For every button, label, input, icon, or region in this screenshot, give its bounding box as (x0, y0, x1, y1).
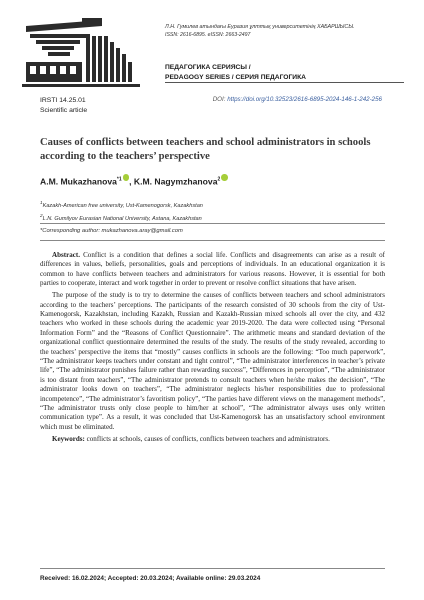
affiliation-2-sup: 2 (40, 213, 43, 219)
article-type: Scientific article (40, 106, 88, 114)
authors (40, 174, 228, 187)
doi (213, 96, 382, 103)
abstract-paragraph-2: The purpose of the study is to try to determine the causes of conflicts between teachers and school administrators according to the teachers’ perceptions. The participants of the research consisted of 30 schools from the city of Ust-Kamenogorsk, Kazakhstan, including Kazakh, Russian and Kazakh-Russian mixed schools all over the city, and 432 teachers who worked in these schools during the academic year 2019-2020. The data were collected using “Personal Information Form” and the “Reasons of Conflict Questionnaire”. The arithmetic means and standard deviation of the organizational conflict questionnaire determined the results of the study. The results of the study revealed, according to the teachers’ perspective the items that “mostly” causes conflicts in schools are the following: “Too much paperwork”, “The administrator keeps teachers under constant and tight control”, “The administrator interferences in teacher’s private life”, “The administrator punishes failure rather than rewarding success”, “Differences in perception”, “The administrator is too distant from teachers”, “The administrator pretends to consult teachers when he/she makes the decision”, “The administrator looks down on teachers”, “The administrator neglects his/her responsibilities due to professional incompetence”, “The administrator’s favoritism policy”, “The parties have different views on the management methods”, “The administrator trusts only close people to him/her at school”, “The administrator always uses only written communication type”. As a result, it was concluded that Ust-Kamenogorsk has an unsatisfactory school environment which must be eliminated. (40, 291, 385, 431)
divider (40, 223, 385, 224)
affiliation-2-text: L.N. Gumilyov Eurasian National University, Astana, Kazakhstan (42, 216, 202, 223)
header-divider (165, 82, 404, 83)
author-2: K.M. Nagymzhanova (133, 176, 218, 187)
keywords-text: conflicts at schools, causes of conflicts, conflicts between teachers and administrators. (84, 434, 330, 443)
abstract-text-1: Conflict is a condition that defines a social life. Conflicts and disagreements can arise as a result of differences in values, beliefs, personalities, goals and perceptions of individuals. In an educational organization it is common to have conflicts between teachers and administrators for various reasons. However, it is essential for both parties to cooperate, interact and work together in order to prevent or resolve conflict situations that have arisen. (40, 251, 385, 288)
affiliation-1 (40, 198, 203, 211)
series-line-2: PEDAGOGY SERIES / СЕРИЯ ПЕДАГОГИКА (165, 73, 306, 81)
abstract-label: Abstract. (52, 251, 80, 259)
journal-name: Л.Н. Гумилев атындағы Еуразия ұлттық университетінің ХАБАРШЫСЫ. (165, 24, 355, 30)
article-meta (40, 96, 87, 116)
series-line-1: ПЕДАГОГИКА СЕРИЯСЫ / (165, 64, 251, 71)
divider (40, 240, 385, 241)
irsti-code: IRSTI 14.25.01 (40, 97, 86, 104)
issn: ISSN: 2616-6895. eISSN: 2663-2497 (165, 32, 251, 38)
article-title: Causes of conflicts between teachers and school administrators in schools according to the teachers’ perspective (40, 137, 371, 162)
corresponding-author: *Corresponding author: mukazhanova.aray@gmail.com (40, 228, 183, 234)
keywords-label: Keywords: (52, 434, 85, 443)
keywords (40, 435, 385, 444)
journal-header (22, 18, 404, 92)
divider (40, 568, 385, 569)
doi-link[interactable]: https://doi.org/10.32523/2616-6895-2024-146-1-242-256 (227, 96, 382, 103)
abstract-paragraph-1 (40, 251, 385, 289)
received-dates: Received: 16.02.2024; Accepted: 20.03.2024; Available online: 29.03.2024 (40, 575, 261, 582)
author-1-sup: *1 (116, 176, 122, 183)
doi-label: DOI: (212, 96, 226, 103)
university-logo (22, 18, 142, 88)
affiliations (40, 198, 203, 225)
abstract (40, 251, 385, 447)
series-title (165, 63, 306, 82)
affiliation-1-text: Kazakh-American free university, Ust-Kamenogorsk, Kazakhstan (42, 202, 203, 209)
author-separator: , (129, 176, 134, 187)
author-2-sup: 2 (217, 176, 221, 183)
orcid-icon[interactable] (221, 174, 228, 181)
affiliation-1-sup: 1 (40, 200, 43, 205)
author-1: A.M. Mukazhanova (40, 176, 117, 187)
